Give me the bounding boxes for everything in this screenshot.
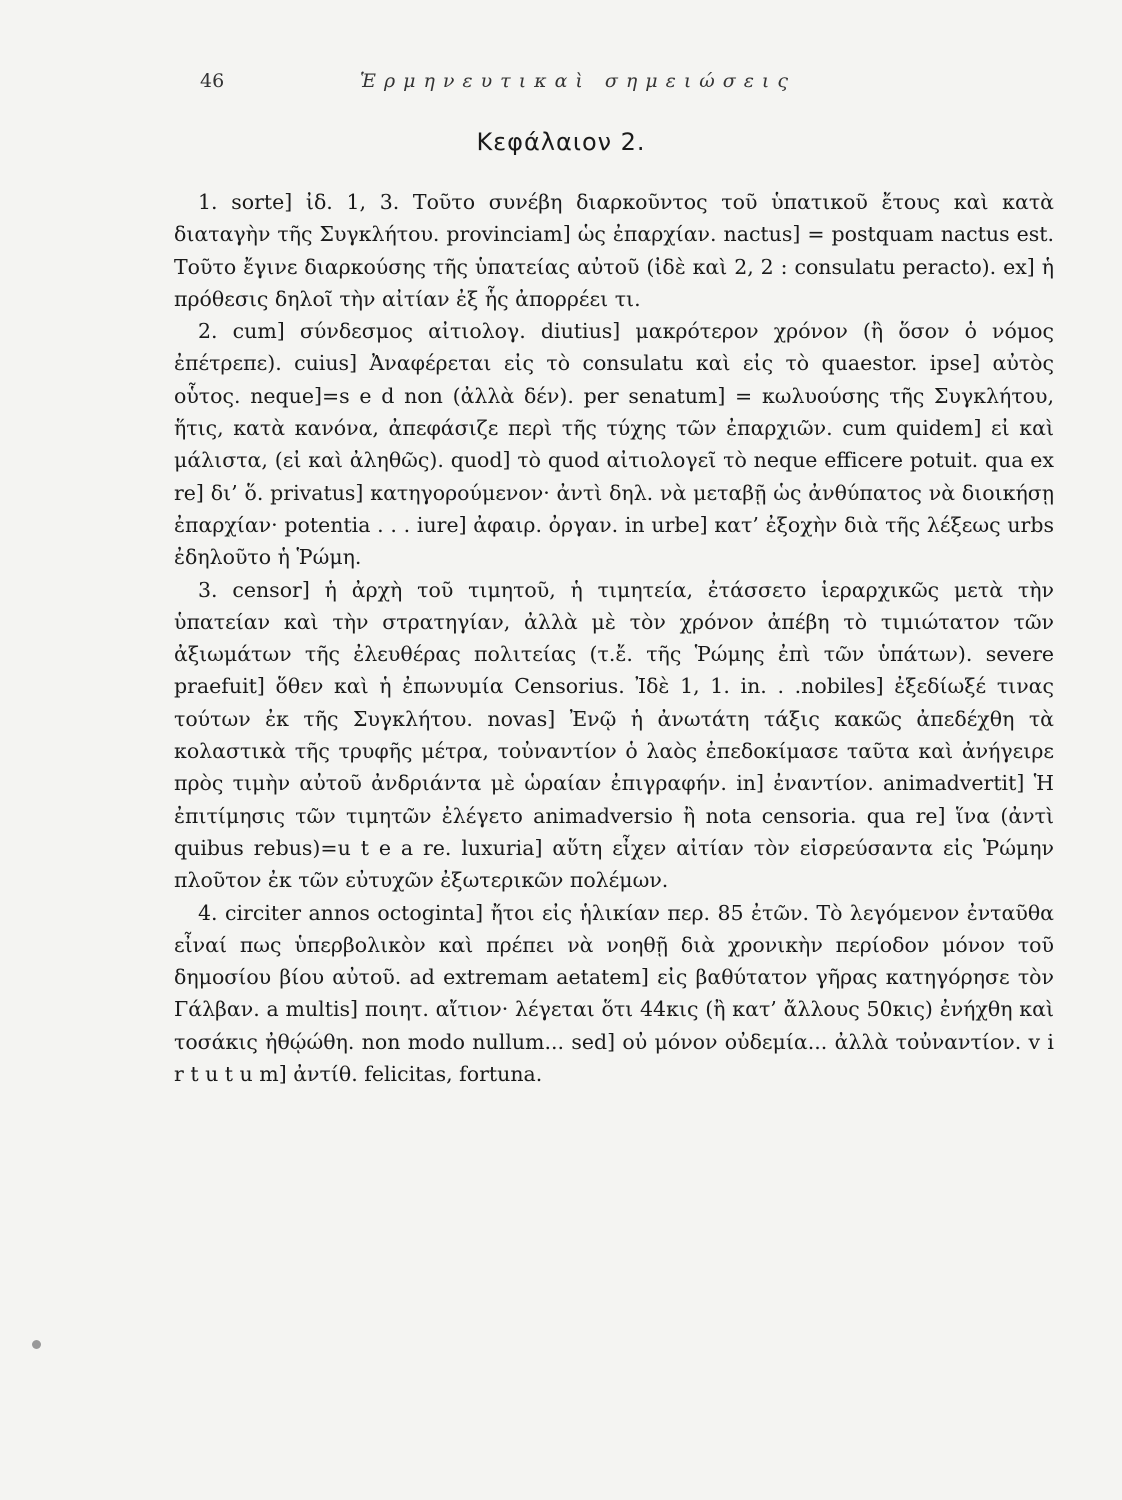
paragraph-4: 4. circiter annos octoginta] ἤτοι εἰς ἡλικίαν περ. 85 ἐτῶν. Τὸ λεγόμενον ἐνταῦθα εἶναί πως ὑπερβολικὸν καὶ πρέπει νὰ νοηθῇ διὰ χρονικὴν περίοδον μόνον τοῦ δημοσίου βίου αὐτοῦ. ad extremam aetatem] εἰς βαθύτατον γῆρας κατηγόρησε τὸν Γάλβαν. a multis] ποιητ. αἴτιον· λέγεται ὅτι 44κις (ἢ κατ’ ἄλλους 50κις) ἐνήχθη καὶ τοσάκις ἠθῴώθη. non modo nullum... sed] οὐ μόνον οὐδεμία... ἀλλὰ τοὐναντίον. v i r t u t u m] ἀντίθ. felicitas, fortuna.	[174, 900, 1054, 1087]
paragraph-2: 2. cum] σύνδεσμος αἰτιολογ. diutius] μακρότερον χρόνον (ἢ ὅσον ὁ νόμος ἐπέτρεπε). cuius] Ἀναφέρεται εἰς τὸ consulatu καὶ εἰς τὸ quaestor. ipse] αὐτὸς οὗτος. neque]=s e d non (ἀλλὰ δέν). per senatum] = κωλυούσης τῆς Συγκλήτου, ἥτις, κατὰ κανόνα, ἀπεφάσιζε περὶ τῆς τύχης τῶν ἐπαρχιῶν. cum quidem] εἰ καὶ μάλιστα, (εἰ καὶ ἀληθῶς). quod] τὸ quod αἰτιολογεῖ τὸ neque efficere potuit. qua ex re] δι’ ὅ. privatus] κατηγορούμενον· ἀντὶ δηλ. νὰ μεταβῇ ὡς ἀνθύπατος νὰ διοικήσῃ ἐπαρχίαν· potentia . . . iure] ἀφαιρ. ὀργαν. in urbe] κατ’ ἐξοχὴν διὰ τῆς λέξεως urbs ἐδηλοῦτο ἡ Ῥώμη.	[174, 319, 1054, 570]
commentary-body	[174, 186, 1054, 1090]
paragraph-1: 1. sorte] ἰδ. 1, 3. Τοῦτο συνέβη διαρκοῦντος τοῦ ὑπατικοῦ ἔτους καὶ κατὰ διαταγὴν τῆς Συγκλήτου. provinciam] ὡς ἐπαρχίαν. nactus] = postquam nactus est. Τοῦτο ἔγινε διαρκούσης τῆς ὑπατείας αὐτοῦ (ἰδὲ καὶ 2, 2 : consulatu peracto). ex] ἡ πρόθεσις δηλοῖ τὴν αἰτίαν ἐξ ἧς ἀπορρέει τι.	[174, 190, 1054, 311]
running-header	[200, 70, 850, 94]
chapter-title: Κεφάλαιον 2.	[476, 128, 646, 156]
paragraph-3: 3. censor] ἡ ἀρχὴ τοῦ τιμητοῦ, ἡ τιμητεία, ἐτάσσετο ἱεραρχικῶς μετὰ τὴν ὑπατείαν καὶ τὴν στρατηγίαν, ἀλλὰ μὲ τὸν χρόνον ἀπέβη τὸ τιμιώτατον τῶν ἀξιωμάτων τῆς ἐλευθέρας πολιτείας (τ.ἔ. τῆς Ῥώμης ἐπὶ τῶν ὑπάτων). severe praefuit] ὅθεν καὶ ἡ ἐπωνυμία Censorius. Ἰδὲ 1, 1. in. . .nobiles] ἐξεδίωξέ τινας τούτων ἐκ τῆς Συγκλήτου. novas] Ἐνῷ ἡ ἀνωτάτη τάξις κακῶς ἀπεδέχθη τὰ κολαστικὰ τῆς τρυφῆς μέτρα, τοὐναντίον ὁ λαὸς ἐπεδοκίμασε ταῦτα καὶ ἀνήγειρε πρὸς τιμὴν αὐτοῦ ἀνδριάντα μὲ ὡραίαν ἐπιγραφήν. in] ἐναντίον. animadvertit] Ἡ ἐπιτίμησις τῶν τιμητῶν ἐλέγετο animadversio ἢ nota censoria. qua re] ἵνα (ἀντὶ quibus rebus)=u t e a re. luxuria] αὕτη εἶχεν αἰτίαν τὸν εἰσρεύσαντα εἰς Ῥώμην πλοῦτον ἐκ τῶν εὐτυχῶν ἐξωτερικῶν πολέμων.	[174, 577, 1054, 893]
running-title: Ἑρμηνευτικαὶ σημειώσεις	[360, 70, 797, 92]
page-number: 46	[200, 70, 225, 92]
paper-speck	[32, 1340, 41, 1349]
